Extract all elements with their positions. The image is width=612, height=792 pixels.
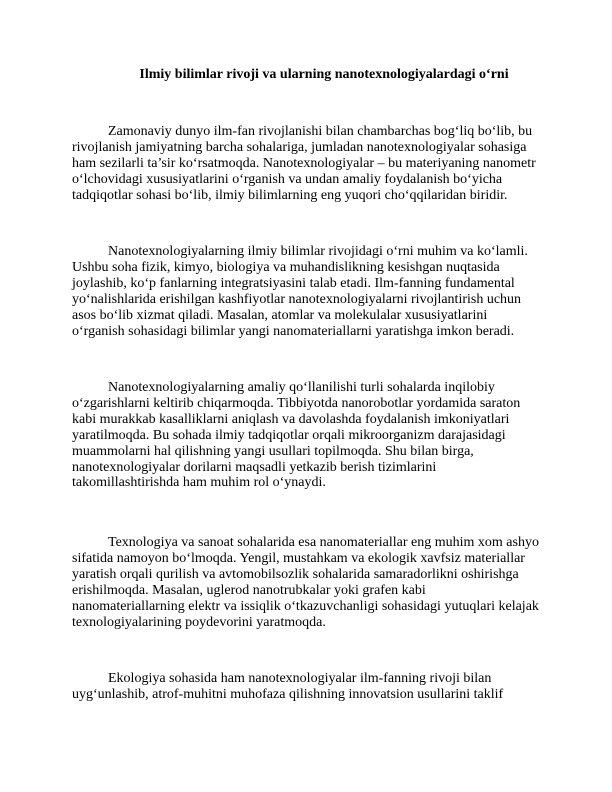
- paragraph-line: sifatida namoyon bo‘lmoqda. Yengil, mustahkam va ekologik xavfsiz materiallar: [72, 550, 525, 566]
- paragraph-line: asos bo‘lib xizmat qiladi. Masalan, atomlar va molekulalar xususiyatlarini: [72, 307, 488, 323]
- paragraph-4: [72, 535, 542, 630]
- paragraph-line: takomillashtirishda ham muhim rol o‘ynaydi.: [72, 475, 326, 491]
- paragraph-line: joylashib, ko‘p fanlarning integratsiyasini talab etadi. Ilm-fanning fundamental: [72, 275, 515, 291]
- paragraph-line: o‘zgarishlarni keltirib chiqarmoqda. Tibbiyotda nanorobotlar yordamida saraton: [72, 395, 521, 411]
- paragraph-line: o‘lchovidagi xususiyatlarini o‘rganish va undan amaliy foydalanish bo‘yicha: [72, 171, 503, 187]
- paragraph-line: uyg‘unlashib, atrof-muhitni muhofaza qilishning innovatsion usullarini taklif: [72, 686, 504, 702]
- paragraph-line: Ekologiya sohasida ham nanotexnologiyalar ilm-fanning rivoji bilan: [108, 671, 492, 686]
- paragraph-line: o‘rganish sohasidagi bilimlar yangi nanomateriallarni yaratishga imkon beradi.: [72, 323, 515, 339]
- paragraph-3: [72, 380, 542, 491]
- paragraph-line: nanotexnologiyalar dorilarni maqsadli yetkazib berish tizimlarini: [72, 459, 437, 475]
- paragraph-1: [72, 124, 542, 204]
- paragraph-line: Zamonaviy dunyo ilm-fan rivojlanishi bilan chambarchas bog‘liq bo‘lib, bu: [108, 124, 533, 139]
- paragraph-line: Nanotexnologiyalarning amaliy qo‘llanilishi turli sohalarda inqilobiy: [108, 380, 495, 395]
- document-title: Ilmiy bilimlar rivoji va ularning nanotexnologiyalardagi o‘rni: [139, 67, 509, 82]
- paragraph-line: Ushbu soha fizik, kimyo, biologiya va muhandislikning kesishgan nuqtasida: [72, 259, 500, 275]
- paragraph-line: nanomateriallarning elektr va issiqlik o‘tkazuvchanligi sohasidagi yutuqlari kelajak: [72, 598, 539, 614]
- paragraph-line: erishilmoqda. Masalan, uglerod nanotrubkalar yoki grafen kabi: [72, 582, 426, 598]
- paragraph-line: muammolarni hal qilishning yangi usullari topilmoqda. Shu bilan birga,: [72, 443, 474, 459]
- paragraph-line: Texnologiya va sanoat sohalarida esa nanomateriallar eng muhim xom ashyo: [108, 535, 539, 550]
- paragraph-line: yaratish orqali qurilish va avtomobilsozlik sohalarida samaradorlikni oshirishga: [72, 566, 519, 582]
- paragraph-line: ham sezilarli ta’sir ko‘rsatmoqda. Nanotexnologiyalar – bu materiyaning nanometr: [72, 155, 536, 171]
- paragraph-line: texnologiyalarining poydevorini yaratmoqda.: [72, 614, 326, 630]
- paragraph-line: yo‘nalishlarida erishilgan kashfiyotlar nanotexnologiyalarni rivojlantirish uchun: [72, 291, 522, 307]
- paragraph-2: [72, 244, 542, 339]
- paragraph-line: Nanotexnologiyalarning ilmiy bilimlar rivojidagi o‘rni muhim va ko‘lamli.: [108, 244, 528, 259]
- paragraph-line: rivojlanish jamiyatning barcha sohalariga, jumladan nanotexnologiyalar sohasiga: [72, 139, 527, 155]
- paragraph-5: [72, 671, 542, 703]
- paragraph-line: yaratilmoqda. Bu sohada ilmiy tadqiqotlar orqali mikroorganizm darajasidagi: [72, 427, 506, 443]
- paragraph-line: tadqiqotlar sohasi bo‘lib, ilmiy bilimlarning eng yuqori cho‘qqilaridan biridir.: [72, 187, 508, 203]
- paragraph-line: kabi murakkab kasalliklarni aniqlash va davolashda foydalanish imkoniyatlari: [72, 411, 510, 427]
